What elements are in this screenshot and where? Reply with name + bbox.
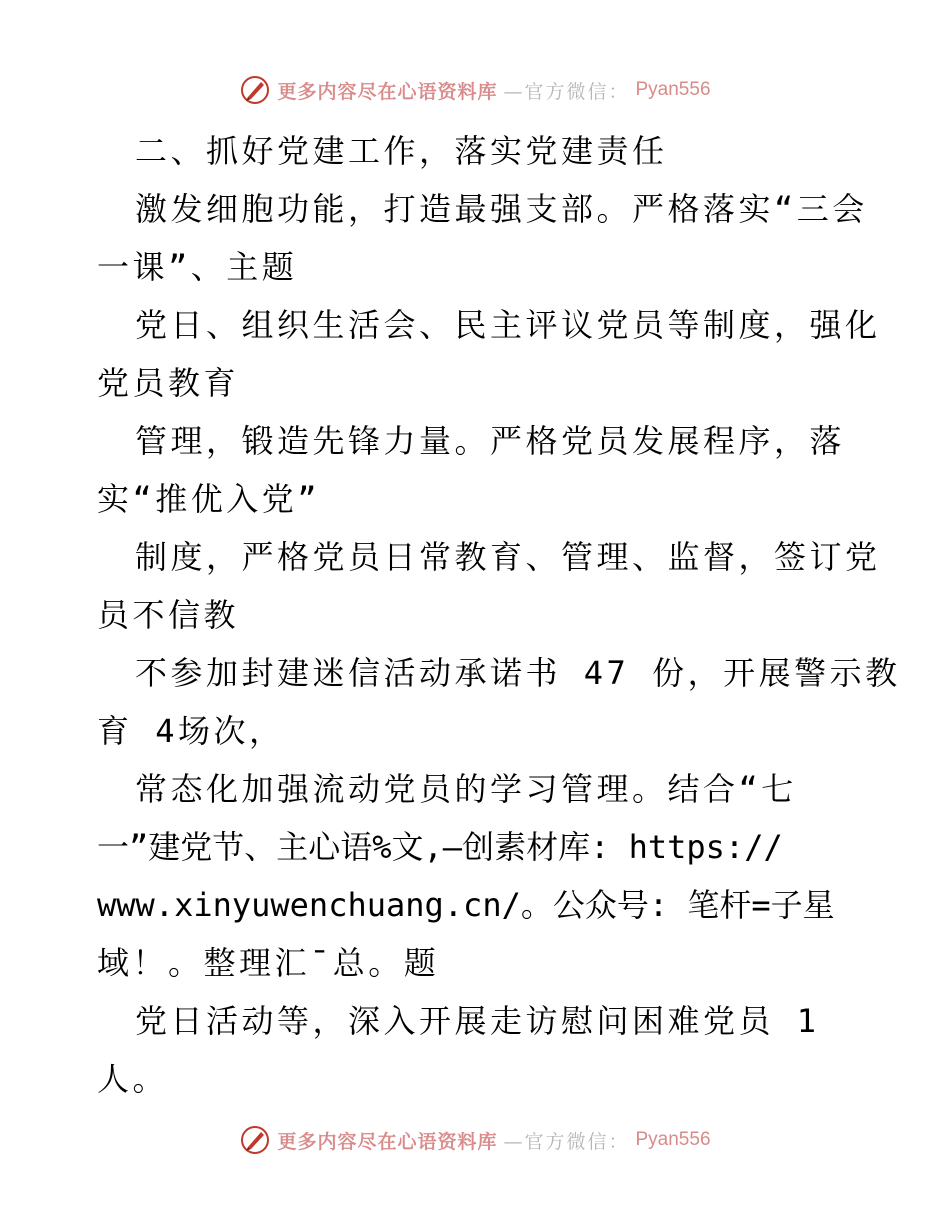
paragraph-line: 员不信教 bbox=[97, 596, 240, 634]
paragraph-line: 育 4场次， bbox=[97, 712, 285, 750]
banner-site-name: 更多内容尽在心语资料库 bbox=[277, 80, 498, 103]
paragraph-line: 党日活动等，深入开展走访慰问困难党员 1 bbox=[135, 1002, 820, 1040]
banner-wechat-label: —官方微信： bbox=[503, 80, 630, 103]
paragraph-line: 管理，锻造先锋力量。严格党员发展程序，落 bbox=[135, 422, 846, 460]
paragraph-line: 党日、组织生活会、民主评议党员等制度，强化 bbox=[135, 306, 881, 344]
header-banner bbox=[0, 70, 950, 110]
paragraph-line: 激发细胞功能，打造最强支部。严格落实“三会 bbox=[135, 190, 868, 228]
paragraph-line: 制度，严格党员日常教育、管理、监督，签订党 bbox=[135, 538, 881, 576]
paragraph-line: 党员教育 bbox=[97, 364, 240, 402]
paragraph-line: 实“推优入党” bbox=[97, 480, 321, 518]
banner-site-name: 更多内容尽在心语资料库 bbox=[277, 1130, 498, 1153]
paragraph-line: 一”建党节、主心语%文,—创素材库: https:// bbox=[97, 828, 783, 866]
pen-logo-icon bbox=[239, 1124, 271, 1156]
banner-wechat-label: —官方微信： bbox=[503, 1130, 630, 1153]
document-body bbox=[97, 122, 901, 1108]
paragraph-line: www.xinyuwenchuang.cn/。公众号: 笔杆=子星 bbox=[97, 886, 835, 924]
footer-banner bbox=[0, 1120, 950, 1160]
banner-wechat-id: Pyan556 bbox=[635, 79, 711, 100]
paragraph-line: 常态化加强流动党员的学习管理。结合“七 bbox=[135, 770, 797, 808]
paragraph-line: 人。 bbox=[97, 1060, 169, 1098]
paragraph-line: 二、抓好党建工作，落实党建责任 bbox=[135, 132, 668, 170]
pen-logo-icon bbox=[239, 74, 271, 106]
paragraph-line: 域！。整理汇¯总。题 bbox=[97, 944, 440, 982]
paragraph-line: 不参加封建迷信活动承诺书 47 份，开展警示教 bbox=[135, 654, 901, 692]
banner-wechat-id: Pyan556 bbox=[635, 1129, 711, 1150]
paragraph-line: 一课”、主题 bbox=[97, 248, 298, 286]
